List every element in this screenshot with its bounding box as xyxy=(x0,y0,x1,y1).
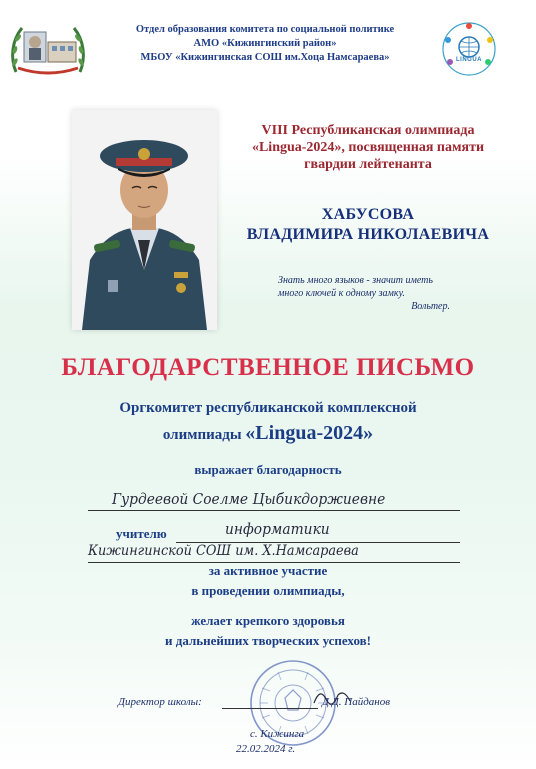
signature-underline xyxy=(222,708,318,709)
place-label: с. Кижинга xyxy=(250,728,305,740)
body-organizers-line: Оргкомитет республиканской комплексной xyxy=(119,400,417,416)
school-emblem-logo xyxy=(8,18,88,80)
body-olympiad-prefix: олимпиады xyxy=(162,427,242,443)
olympiad-title-line2: «Lingua-2024», посвященная памяти xyxy=(251,140,485,155)
school-handwritten: Кижингинской СОШ им. Х.Намсараева xyxy=(88,543,359,559)
body-participation-line: за активное участие xyxy=(208,563,328,578)
header-district: АМО «Кижингинский район» xyxy=(193,38,337,49)
honoree-given-names: ВЛАДИМИРА НИКОЛАЕВИЧА xyxy=(246,226,490,243)
director-label: Директор школы: xyxy=(118,696,202,708)
olympiad-title xyxy=(218,122,518,173)
header-department: Отдел образования комитета по социальной политике xyxy=(135,24,395,35)
olympiad-title-line3: гвардии лейтенанта xyxy=(304,157,432,172)
honoree-name xyxy=(218,205,518,245)
recipient-underline xyxy=(88,510,460,511)
subject-handwritten: информатики xyxy=(225,520,330,538)
soldier-portrait-photo xyxy=(72,110,217,330)
body-olympiad-name: «Lingua-2024» xyxy=(245,422,374,444)
quote-line2: много ключей к одному замку. xyxy=(278,288,405,299)
olympiad-title-line1: VIII Республиканская олимпиада xyxy=(261,123,475,138)
date-label: 22.02.2024 г. xyxy=(236,743,296,755)
body-success-wish-line: и дальнейших творческих успехов! xyxy=(165,633,371,648)
lingua-logo-text: LINGUA xyxy=(456,57,482,63)
letter-of-thanks-title: БЛАГОДАРСТВЕННОЕ ПИСЬМО xyxy=(61,354,475,381)
body-health-wish-line: желает крепкого здоровья xyxy=(191,613,345,628)
lingua-logo xyxy=(438,18,500,80)
voltaire-quote xyxy=(278,274,488,313)
teacher-label: учителю xyxy=(116,526,167,541)
body-conduct-line: в проведении олимпиады, xyxy=(191,583,345,598)
header-school: МБОУ «Кижингинская СОШ им.Хоца Намсараева» xyxy=(140,52,390,63)
honoree-surname: ХАБУСОВА xyxy=(321,206,415,223)
director-name: Д.Д. Пайданов xyxy=(322,696,390,708)
body-gratitude-line: выражает благодарность xyxy=(194,462,342,477)
body-olympiad-line xyxy=(0,422,536,445)
recipient-name-handwritten: Гурдеевой Соелме Цыбикдоржиевне xyxy=(112,490,386,508)
quote-line1: Знать много языков - значит иметь xyxy=(278,275,433,286)
quote-author: Вольтер. xyxy=(411,301,450,312)
